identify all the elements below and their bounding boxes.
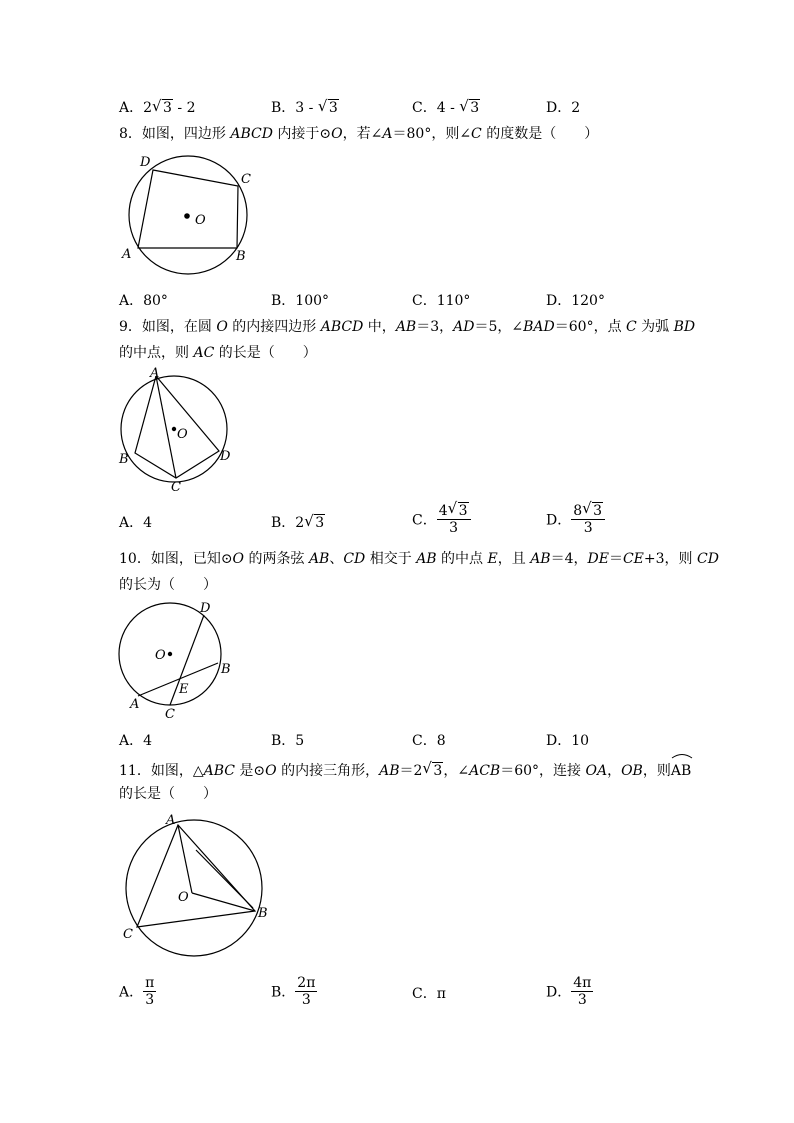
q8-label-d: D (140, 155, 151, 170)
q10-chord-ab (138, 663, 218, 696)
q10-label-o: O (155, 648, 166, 663)
q8-option-a[interactable]: A．80° (119, 293, 168, 309)
fraction: $\frac{2\pi}{3}$ (297, 975, 316, 1008)
q10-label-b: B (221, 662, 231, 677)
q11-option-c[interactable]: C．π (412, 986, 446, 1002)
q10-option-d[interactable]: D．10 (546, 733, 590, 749)
q9-label-a: A (150, 367, 160, 381)
q9-option-d[interactable]: D． 8 √ 3 3 (546, 503, 605, 536)
q10-stem-line1: 10．如图，已知⊙O 的两条弦 AB、CD 相交于 AB 的中点 E，且 AB＝4，DE＝CE+3，则 CD (119, 551, 719, 567)
q11-label-c: C (123, 927, 133, 942)
q8-option-d[interactable]: D．120° (546, 293, 605, 309)
q8-stem: 8．如图，四边形 ABCD 内接于⊙O，若∠A＝80°，则∠C 的度数是（ ） (119, 126, 599, 142)
q9-figure (115, 367, 240, 497)
q11-figure (118, 810, 278, 960)
q11-label-b: B (258, 906, 268, 921)
q11-option-a[interactable]: A． $\frac{\pi}{3}$ (119, 975, 155, 1008)
q10-figure (118, 598, 248, 723)
fraction: 4 √ 3 3 (437, 503, 471, 536)
q7-option-d[interactable]: D．2 (546, 100, 581, 116)
q8-figure (118, 150, 268, 280)
q8-label-o: O (195, 213, 206, 228)
fraction: 8 √ 3 3 (571, 503, 605, 536)
q9-label-o: O (177, 427, 188, 442)
q11-label-o: O (178, 890, 189, 905)
q10-center-dot (168, 652, 172, 656)
sqrt-symbol: √ 3 (459, 97, 480, 116)
q9-label-d: D (220, 449, 231, 464)
q11-stem-line2: 的长是（ ） (119, 786, 217, 802)
q9-label-c: C (171, 480, 181, 495)
sqrt-symbol: √ 3 (422, 759, 443, 779)
q11-segment-ob (192, 893, 255, 911)
q10-option-b[interactable]: B．5 (271, 733, 305, 749)
q8-center-dot (184, 213, 190, 219)
q11-option-b[interactable]: B． $\frac{2\pi}{3}$ (271, 975, 316, 1008)
q7-option-c[interactable]: C．4 - √ 3 (412, 97, 480, 116)
sqrt-symbol: √ 3 (304, 512, 325, 531)
sqrt-symbol: √ 3 (152, 97, 172, 116)
q9-stem-line1: 9．如图，在圆 O 的内接四边形 ABCD 中，AB＝3，AD＝5，∠BAD＝60°，点 C 为弧 BD (119, 319, 696, 335)
fraction: $\frac{4\pi}{3}$ (573, 975, 592, 1008)
q11-triangle (137, 825, 255, 927)
q10-label-a: A (130, 697, 140, 712)
q9-stem-line2: 的中点，则 AC 的长是（ ） (119, 345, 317, 361)
fraction: $\frac{\pi}{3}$ (145, 975, 155, 1008)
q8-option-b[interactable]: B．100° (271, 293, 330, 309)
q11-stem-line1: 11．如图，△ABC 是⊙O 的内接三角形，AB＝2 √ 3，∠ACB＝60°，连接 OA，OB，则 AB (119, 755, 691, 784)
q7-option-b[interactable]: B．3 - √ 3 (271, 97, 338, 116)
q9-diagonal-ac (156, 376, 176, 478)
q11-circle (126, 820, 262, 956)
q8-label-c: C (241, 172, 251, 187)
q10-label-e: E (179, 682, 189, 697)
q8-label-a: A (122, 247, 132, 262)
q7-option-a[interactable]: A．2 √ 3 - 2 (119, 97, 196, 116)
q10-stem-line2: 的长为（ ） (119, 577, 217, 593)
arc-symbol: AB (671, 755, 691, 784)
q10-option-a[interactable]: A．4 (119, 733, 153, 749)
q8-label-b: B (236, 249, 246, 264)
q11-option-d[interactable]: D． $\frac{4\pi}{3}$ (546, 975, 592, 1008)
q11-segment-oa (178, 825, 192, 893)
q8-option-c[interactable]: C．110° (412, 293, 471, 309)
sqrt-symbol: √ 3 (317, 97, 338, 116)
q8-quadrilateral (138, 170, 238, 248)
q10-option-c[interactable]: C．8 (412, 733, 446, 749)
q11-label-a: A (166, 813, 176, 828)
q11-auxiliary-line (196, 850, 253, 908)
q10-label-c: C (165, 707, 175, 722)
q9-option-a[interactable]: A．4 (119, 515, 153, 531)
q9-option-b[interactable]: B．2 √ 3 (271, 512, 325, 531)
q9-option-c[interactable]: C． 4 √ 3 3 (412, 503, 471, 536)
q9-center-dot (172, 427, 176, 431)
q9-label-b: B (119, 452, 129, 467)
q10-label-d: D (200, 601, 211, 616)
